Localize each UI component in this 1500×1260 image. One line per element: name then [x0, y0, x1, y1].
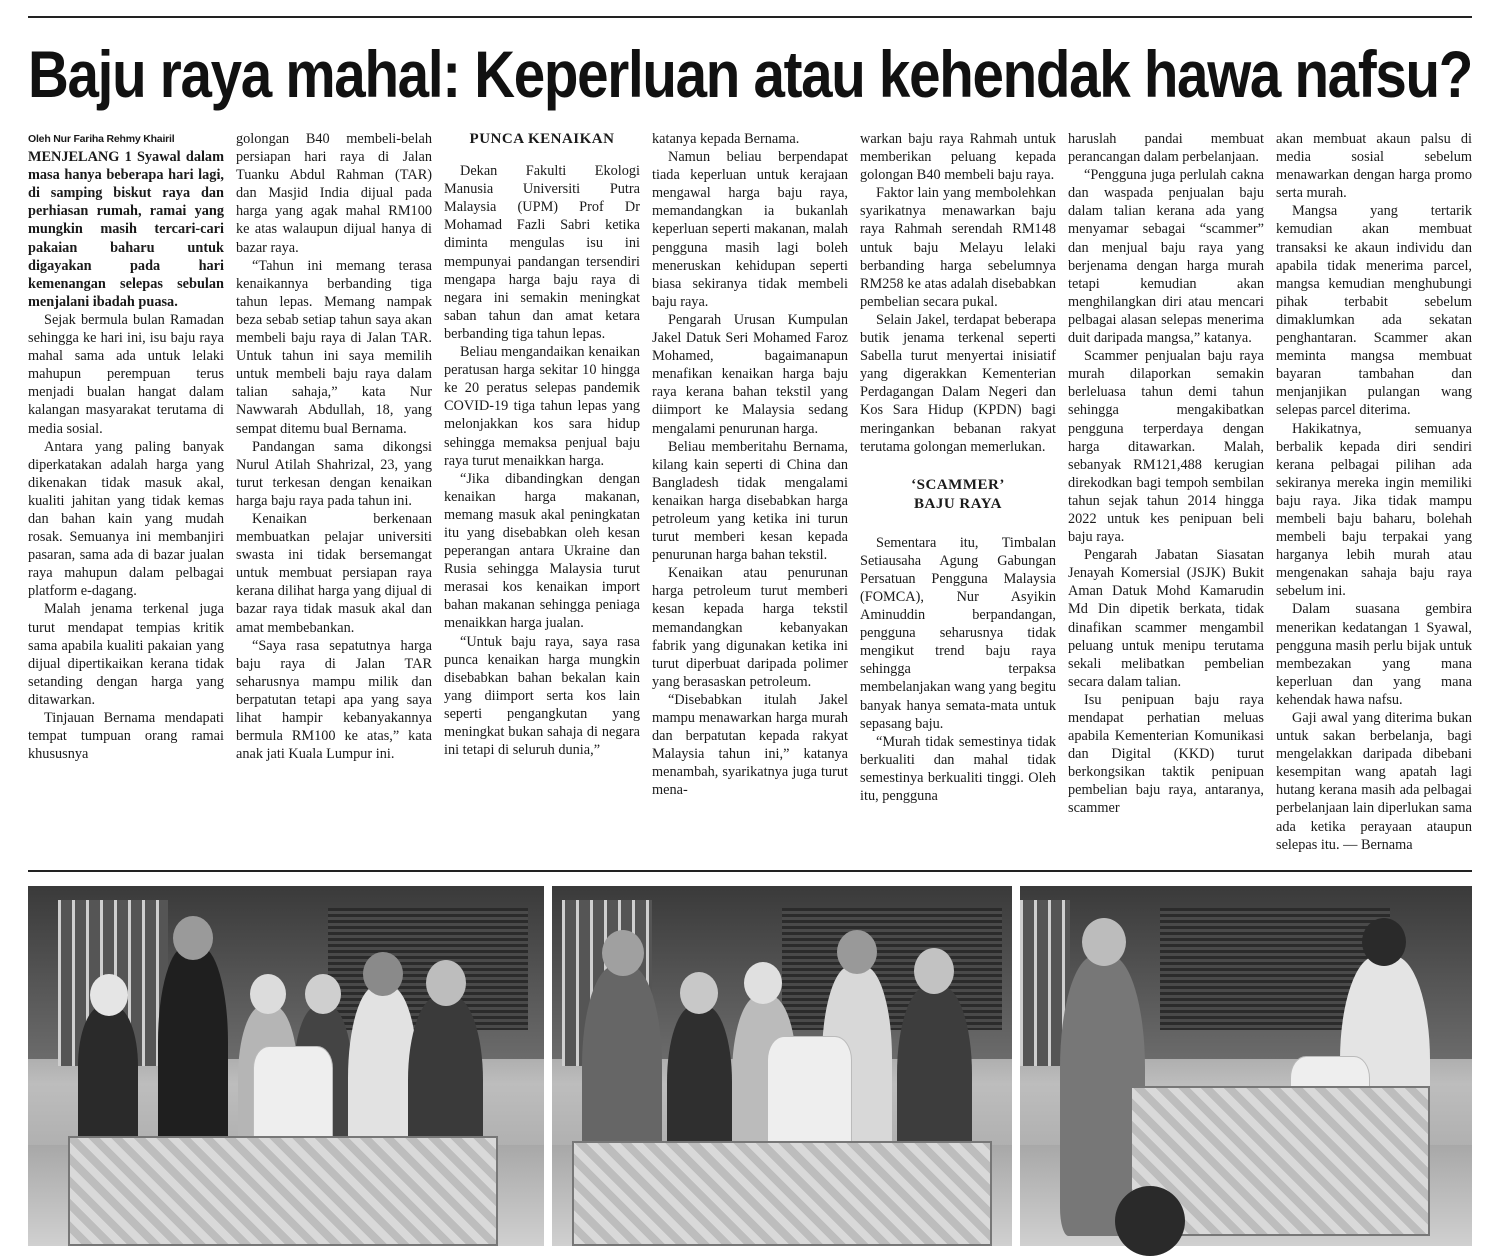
article-column-6	[1068, 130, 1264, 860]
article-column-3	[444, 130, 640, 860]
article-body	[28, 130, 1472, 860]
paragraph: “Murah tidak semestinya tidak berkualiti dan mahal tidak semestinya berkualiti tinggi. Oleh itu, pengguna	[860, 733, 1056, 804]
paragraph: Malah jenama terkenal juga turut mendapat tempias kritik sama apabila kualiti pakaian yang dijual dipertikaikan kerana tidak setanding dengan harga yang ditawarkan.	[28, 601, 224, 708]
photo-person	[78, 1006, 138, 1156]
paragraph: Isu penipuan baju raya mendapat perhatian meluas apabila Kementerian Komunikasi dan Digital (KKD) turut berkongsikan taktik penipuan pembelian baju raya, antaranya, scammer	[1068, 691, 1264, 817]
paragraph: “Untuk baju raya, saya rasa punca kenaikan harga mungkin disebabkan bahan bekalan kain yang diimport serta kos lain seperti pengangkutan yang meningkat bukan sahaja di negara ini tetapi di seluruh dunia,”	[444, 633, 640, 759]
paragraph: Beliau memberitahu Bernama, kilang kain seperti di China dan Bangladesh tidak mengalami kenaikan harga disebabkan harga petroleum yang ketika ini turun turut memberi kesan kepada penurunan harga bahan tekstil.	[652, 438, 848, 564]
paragraph: “Jika dibandingkan dengan kenaikan harga makanan, memang masuk akal peningkatan itu yang disebabkan oleh kesan peperangan antara Ukraine dan Rusia sehingga Malaysia turut merasai kos kenaikan import bahan makanan sehingga peniaga menaikkan harga jualan.	[444, 470, 640, 632]
photo-donation-bag	[767, 1036, 852, 1156]
paragraph: Dalam suasana gembira menerikan kedatangan 1 Syawal, pengguna masih perlu bijak untuk membezakan yang mana keperluan dan yang mana kehendak hawa nafsu.	[1276, 601, 1472, 708]
paragraph: Namun beliau berpendapat tiada keperluan untuk kerajaan mengawal harga baju raya, memandangkan ia bukanlah keperluan seperti makanan, malah pengguna masih lagi boleh meneruskan kehidupan seperti biasa sekiranya tidak membeli baju raya.	[652, 149, 848, 310]
article-column-2	[236, 130, 432, 860]
paragraph: haruslah pandai membuat perancangan dalam perbelanjaan.	[1068, 131, 1264, 166]
article-column-1	[28, 130, 224, 860]
photo-top-rule	[28, 870, 1472, 872]
photo-person-head	[837, 930, 877, 974]
photo-person-head	[744, 962, 782, 1004]
paragraph: akan membuat akaun palsu di media sosial sebelum menawarkan dengan harga promo serta murah.	[1276, 131, 1472, 202]
paragraph: Faktor lain yang membolehkan syarikatnya menawarkan baju raya Rahmah serendah RM148 untuk baju Melayu lelaki berbanding harga sebelumnya RM258 ke atas adalah disebabkan pembelian secara pukal.	[860, 185, 1056, 310]
paragraph: Pengarah Urusan Kumpulan Jakel Datuk Seri Mohamed Faroz Mohamed, bagaimanapun menafikan kenaikan harga baju raya kerana bahan tekstil yang diimport ke Malaysia sedang mengalami penurunan harga.	[652, 311, 848, 437]
top-rule	[28, 16, 1472, 18]
photo-table	[68, 1136, 498, 1246]
article-column-5	[860, 130, 1056, 860]
paragraph: Mangsa yang tertarik kemudian akan membuat transaksi ke akaun individu dan apabila tidak menerima parcel, mangsa kemudian menghubungi pihak terbabit sebelum dimaklumkan ada sekatan penghantaran. Scammer akan meminta mangsa membuat bayaran tambahan dan menjanjikan pulangan wang selepas parcel diterima.	[1276, 203, 1472, 419]
paragraph: katanya kepada Bernama.	[652, 131, 800, 147]
photo-right	[1020, 886, 1472, 1246]
paragraph: Sejak bermula bulan Ramadan sehingga ke hari ini, isu baju raya mahal sama ada untuk lelaki mahupun perempuan terus menjadi bualan hangat dalam kalangan masyarakat terutama di media sosial.	[28, 311, 224, 437]
photo-person-head	[250, 974, 286, 1014]
paragraph: warkan baju raya Rahmah untuk memberikan peluang kepada golongan B40 membeli baju raya.	[860, 131, 1056, 184]
article-column-7	[1276, 130, 1472, 860]
photo-middle	[552, 886, 1012, 1246]
photo-person-head	[914, 948, 954, 994]
photo-person-head	[363, 952, 403, 996]
subhead-scammer-baju-raya	[860, 476, 1056, 514]
photo-left	[28, 886, 544, 1246]
photo-person-head	[680, 972, 718, 1014]
photo-person-head	[602, 930, 644, 976]
paragraph: Scammer penjualan baju raya murah dilaporkan semakin berleluasa tahun demi tahun sehingga mengakibatkan pengguna terperdaya dengan harga ditawarkan. Malah, sebanyak RM121,488 kerugian direkodkan bagi tempoh sembilan tahun sejak tahun 2014 hingga 2022 untuk kes penipuan beli baju raya.	[1068, 348, 1264, 546]
paragraph: “Disebabkan itulah Jakel mampu menawarkan harga murah dan berpatutan kepada rakyat Malaysia tahun ini,” katanya menambah, syarikatnya juga turut mena-	[652, 691, 848, 799]
photo-person-head	[173, 916, 213, 960]
photo-person-head	[426, 960, 466, 1006]
paragraph: Kenaikan berkenaan membuatkan pelajar universiti swasta ini tidak bersemangat untuk membuat persiapan raya kerana dilihat harga yang dijual di bazar raya tidak masuk akal dan amat membebankan.	[236, 510, 432, 636]
paragraph: Kenaikan atau penurunan harga petroleum turut memberi kesan kepada harga tekstil memandangkan kebanyakan fabrik yang digunakan ketika ini turut diperbuat daripada polimer yang berasaskan petroleum.	[652, 565, 848, 690]
subhead-punca-kenaikan: PUNCA KENAIKAN	[469, 131, 615, 147]
paragraph: Sementara itu, Timbalan Setiausaha Agung Gabungan Persatuan Pengguna Malaysia (FOMCA), Nur Asyikin Aminuddin berpandangan, pengguna seharusnya tidak mengikut trend baju raya sehingga terpaksa membelanjakan wang yang begitu banyak hanya semata-mata untuk sepasang baju.	[860, 534, 1056, 732]
paragraph: “Pengguna juga perlulah cakna dan waspada penjualan baju dalam talian kerana ada yang menyamar sebagai “scammer” dan menjual baju raya yang berjenama dengan harga murah tetapi kemudian akan menghilangkan diri atau mencari pelbagai alasan selepas menerima duit daripada mangsa,” katanya.	[1068, 167, 1264, 347]
paragraph: Pengarah Jabatan Siasatan Jenayah Komersial (JSJK) Bukit Aman Datuk Mohd Kamarudin Md Din dipetik berkata, tidak dinafikan scammer mengambil peluang untuk menipu terutama sekali melibatkan pembelian secara dalam talian.	[1068, 547, 1264, 690]
paragraph: golongan B40 membeli-belah persiapan hari raya di Jalan Tuanku Abdul Rahman (TAR) dan Masjid India dijual pada harga yang agak mahal RM100 ke atas walaupun dijual hanya di bazar raya.	[236, 131, 432, 256]
photo-person-head	[90, 974, 128, 1016]
paragraph: Tinjauan Bernama mendapati tempat tumpuan orang ramai khususnya	[28, 710, 224, 763]
subhead-line: BAJU RAYA	[914, 495, 1002, 512]
subhead-line: ‘SCAMMER’	[911, 476, 1005, 493]
paragraph: “Tahun ini memang terasa kenaikannya berbanding tiga tahun lepas. Memang nampak beza sebab setiap tahun saya akan membeli baju raya di Jalan TAR. Untuk tahun ini saya memilih untuk membeli baju raya dalam talian sahaja,” kata Nur Nawwarah Abdullah, 18, yang sempat ditemu bual Bernama.	[236, 257, 432, 437]
headline: Baju raya mahal: Keperluan atau kehendak hawa nafsu?	[28, 37, 1472, 111]
paragraph: “Saya rasa sepatutnya harga baju raya di Jalan TAR seharusnya mampu milik dan berpatutan tetapi apa yang saya lihat hampir kebanyakannya bermula RM100 ke atas,” kata anak jati Kuala Lumpur ini.	[236, 637, 432, 763]
photo-table	[572, 1141, 992, 1246]
article-column-4	[652, 130, 848, 860]
paragraph: Selain Jakel, terdapat beberapa butik jenama terkenal seperti Sabella turut menyertai inisiatif yang digerakkan Kementerian Perdagangan Dalam Negeri dan Kos Sara Hidup (KPDN) bagi meringankan bebanan rakyat terutama golongan memerlukan.	[860, 311, 1056, 455]
photo-child-head	[1115, 1186, 1185, 1256]
paragraph: Dekan Fakulti Ekologi Manusia Universiti Putra Malaysia (UPM) Prof Dr Mohamad Fazli Sabri ketika diminta mengulas isu ini mempunyai pandangan tersendiri mengapa harga baju raya di negara ini semakin meningkat saban tahun dan amat ketara berbanding tiga tahun lepas.	[444, 163, 640, 342]
photo-person-head	[1362, 918, 1406, 966]
photo-window-blind	[782, 908, 1002, 1030]
photo-person-head	[305, 974, 341, 1014]
paragraph: Pandangan sama dikongsi Nurul Atilah Shahrizal, 23, yang turut terkesan dengan kenaikan harga baju raya pada tahun ini.	[236, 438, 432, 509]
paragraph: Hakikatnya, semuanya berbalik kepada diri sendiri kerana pelbagai pilihan ada sekiranya mereka ingin memiliki baju raya. Jika tidak mampu membeli baju baharu, bolehah membeli baju terpakai yang harganya lebih murah atau mengenakan sahaja baju raya sebelum ini.	[1276, 420, 1472, 600]
paragraph: Gaji awal yang diterima bukan untuk sakan berbelanja, bagi mengelakkan daripada dibebani kesempitan wang apatah lagi hutang kerana masih ada pelbagai perbelanjaan lain diperlukan sama ada ketika perayaan ataupun selepas itu. — Bernama	[1276, 710, 1472, 853]
byline: Oleh Nur Fariha Rehmy Khairil	[28, 133, 175, 145]
lead-paragraph: MENJELANG 1 Syawal dalam masa hanya beberapa hari lagi, di samping biskut raya dan perhiasan rumah, ramai yang mungkin masih tercari-cari pakaian baharu untuk digayakan pada hari kemenangan selepas sebulan menjalani ibadah puasa.	[28, 149, 224, 310]
paragraph: Beliau mengandaikan kenaikan peratusan harga sekitar 10 hingga ke 20 peratus selepas pandemik COVID-19 tiga tahun lepas yang melonjakkan kos sara hidup sehingga memaksa penjual baju raya turut menaikkan harga.	[444, 344, 640, 469]
paragraph: Antara yang paling banyak diperkatakan adalah harga yang dikenakan tidak masuk akal, kualiti jahitan yang tidak kemas dan bahan kain yang mudah rosak. Semuanya ini membanjiri pasaran, sama ada di bazar jualan raya mahupun dalam pelbagai platform e-dagang.	[28, 438, 224, 600]
photo-person-head	[1082, 918, 1126, 966]
